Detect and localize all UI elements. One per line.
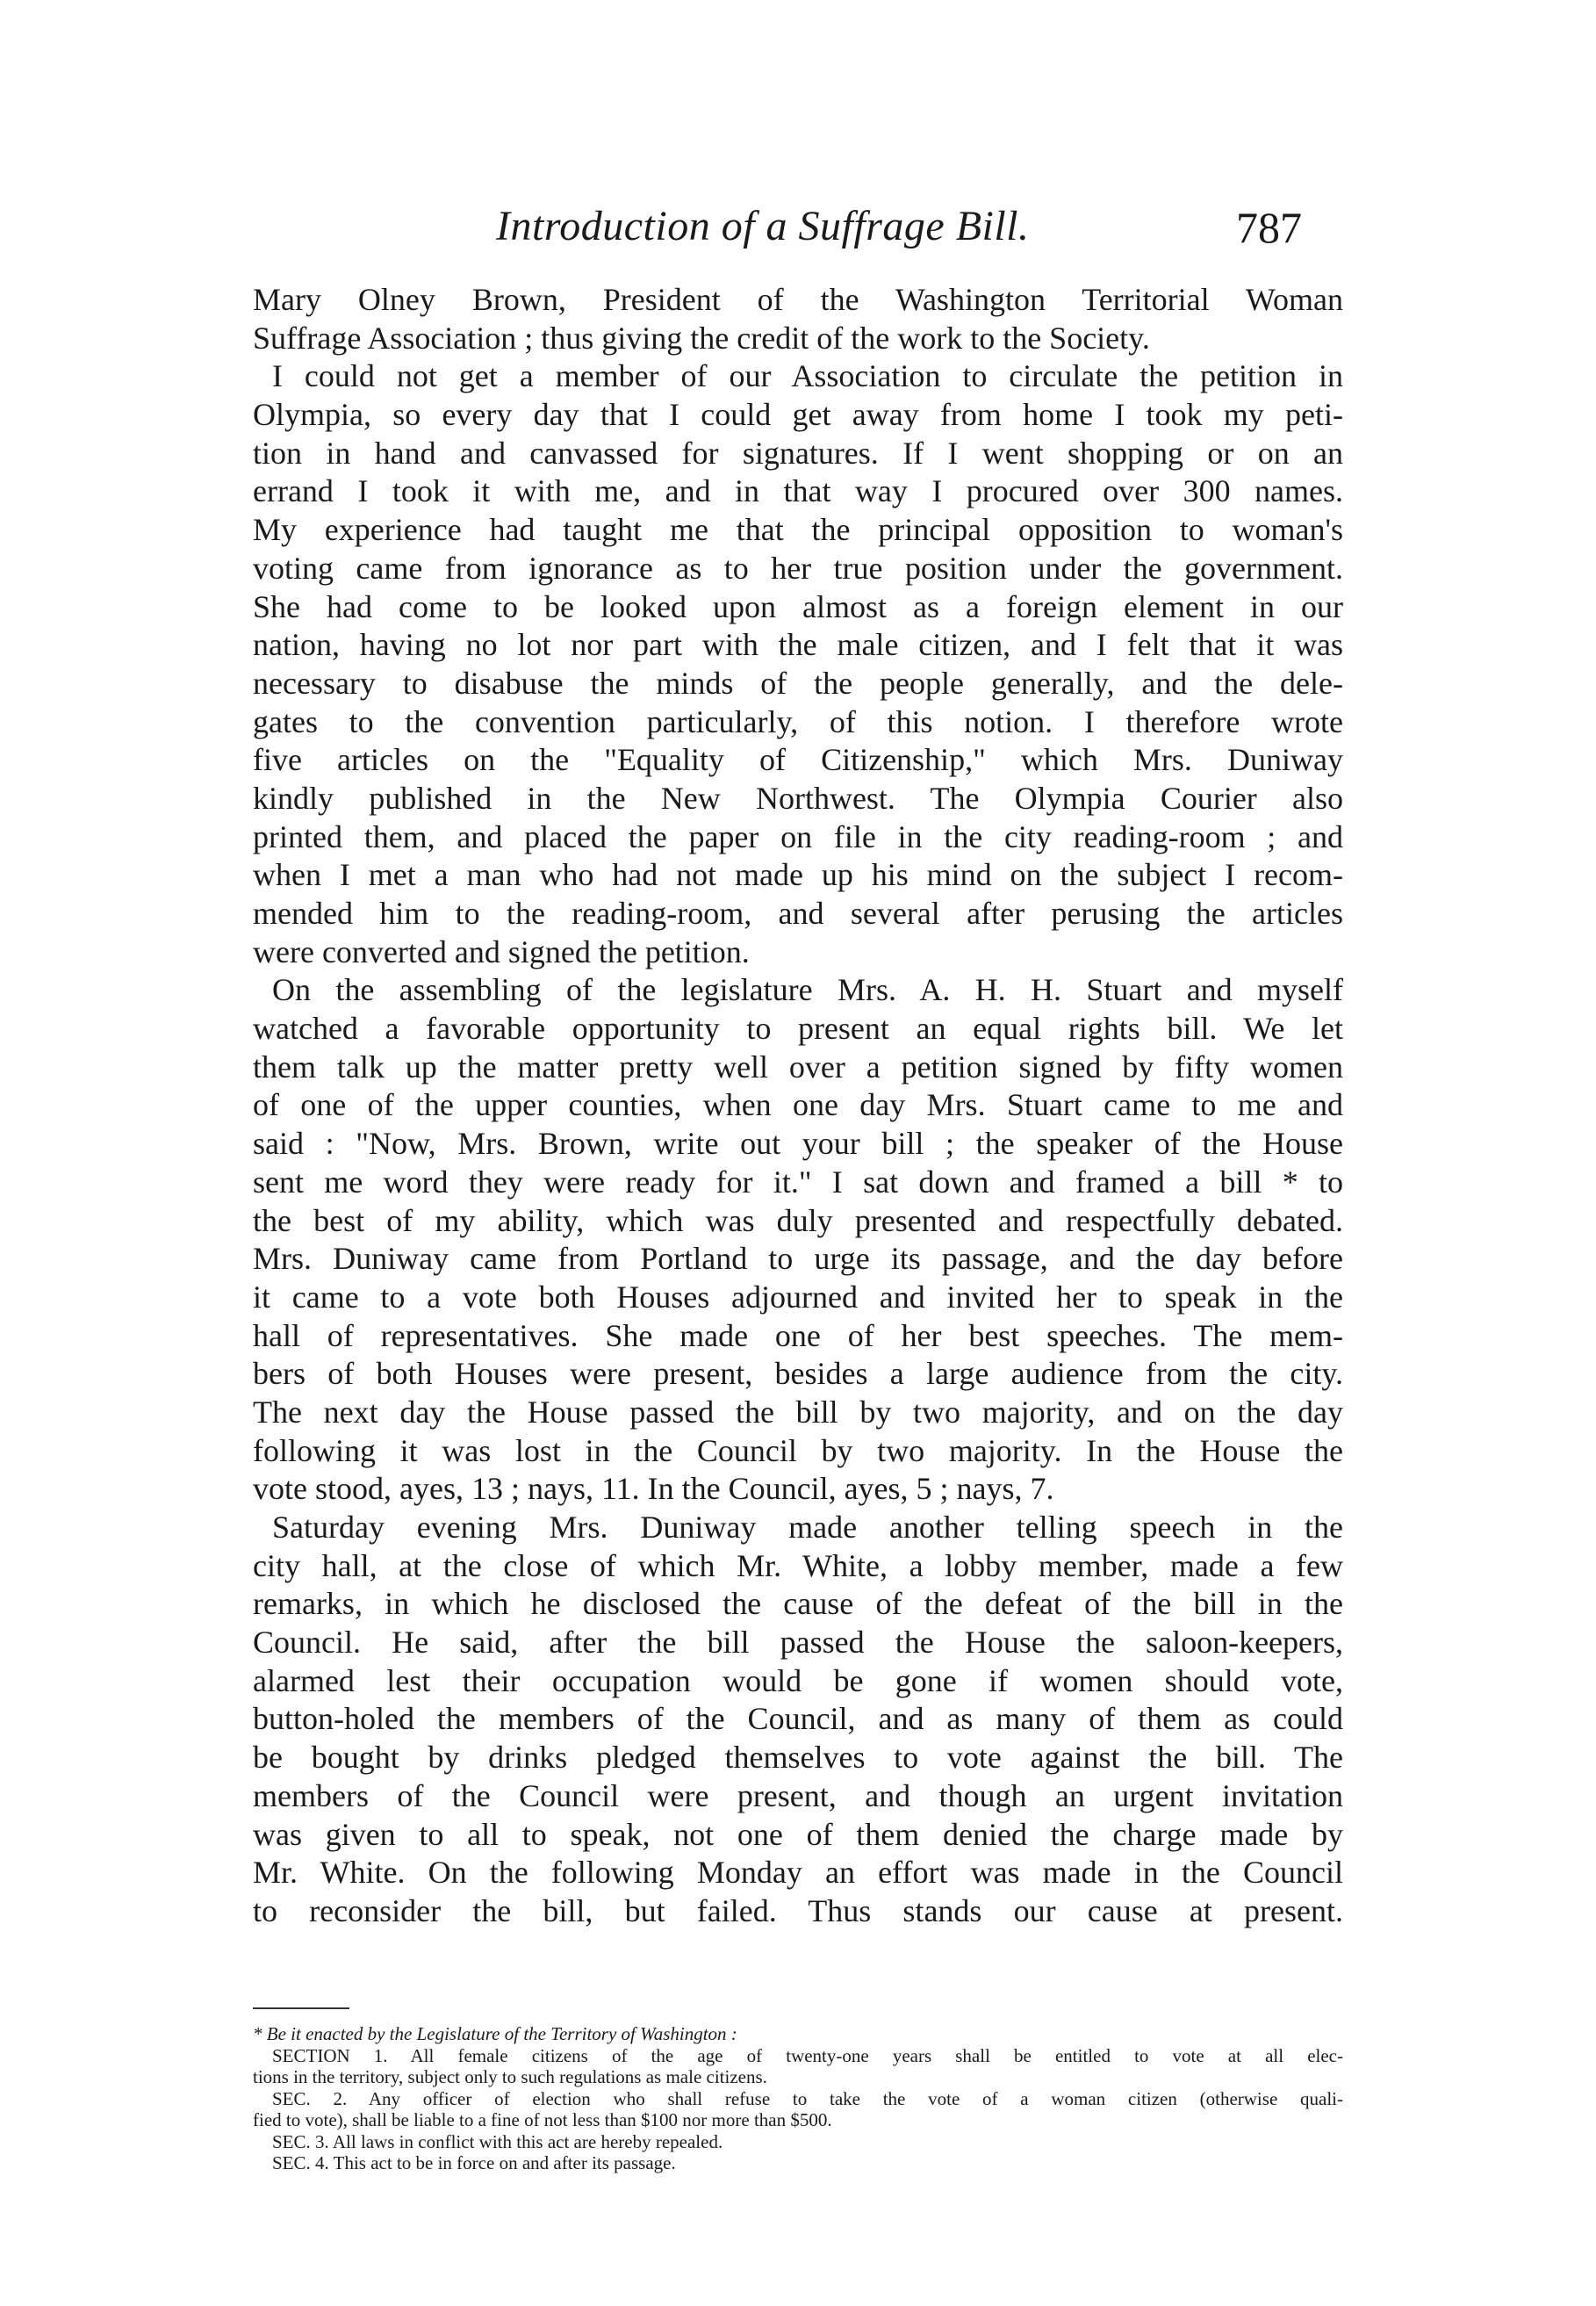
text-line: members of the Council were present, and though an urgent invitation bbox=[253, 1777, 1343, 1813]
text-line: Mrs. Duniway came from Portland to urge its passage, and the day before bbox=[253, 1241, 1343, 1277]
running-title: Introduction of a Suffrage Bill. bbox=[496, 203, 1030, 249]
footnote-line: SEC. 3. All laws in conflict with this act are hereby repealed. bbox=[272, 2130, 723, 2152]
footnote-line: tions in the territory, subject only to such regulations as male citizens. bbox=[253, 2066, 767, 2087]
text-line: to reconsider the bill, but failed. Thus stands our cause at present. bbox=[253, 1892, 1343, 1928]
text-line: bers of both Houses were present, besides a large audience from the city. bbox=[253, 1356, 1343, 1392]
footnote-line: SEC. 4. This act to be in force on and after its passage. bbox=[272, 2152, 676, 2173]
text-line: Olympia, so every day that I could get away from home I took my peti- bbox=[253, 397, 1343, 433]
text-line: Mr. White. On the following Monday an effort was made in the Council bbox=[253, 1855, 1343, 1891]
text-line: button-holed the members of the Council, and as many of them as could bbox=[253, 1701, 1343, 1737]
text-line: were converted and signed the petition. bbox=[253, 933, 750, 969]
footnote-line: fied to vote), shall be liable to a fine of not less than $100 nor more than $500. bbox=[253, 2109, 832, 2130]
text-line: Mary Olney Brown, President of the Washington Territorial Woman bbox=[253, 282, 1343, 317]
footnotes bbox=[253, 2023, 1343, 2174]
text-line: following it was lost in the Council by two majority. In the House the bbox=[253, 1432, 1343, 1468]
text-line: tion in hand and canvassed for signatures. If I went shopping or on an bbox=[253, 435, 1343, 471]
footnote-rule bbox=[253, 2007, 349, 2009]
text-line: sent me word they were ready for it." I sat down and framed a bill * to bbox=[253, 1164, 1343, 1200]
text-line: it came to a vote both Houses adjourned and invited her to speak in the bbox=[253, 1279, 1343, 1315]
text-line: five articles on the "Equality of Citizenship," which Mrs. Duniway bbox=[253, 742, 1343, 778]
text-line: kindly published in the New Northwest. The Olympia Courier also bbox=[253, 780, 1343, 816]
text-line: be bought by drinks pledged themselves to vote against the bill. The bbox=[253, 1740, 1343, 1776]
text-line: city hall, at the close of which Mr. White, a lobby member, made a few bbox=[253, 1547, 1343, 1583]
running-head bbox=[0, 184, 1596, 255]
body-text bbox=[253, 281, 1343, 1931]
text-line: was given to all to speak, not one of them denied the charge made by bbox=[253, 1816, 1343, 1852]
text-line: errand I took it with me, and in that way I procured over 300 names. bbox=[253, 473, 1343, 509]
text-line: alarmed lest their occupation would be gone if women should vote, bbox=[253, 1662, 1343, 1698]
text-line: gates to the convention particularly, of this notion. I therefore wrote bbox=[253, 703, 1343, 739]
text-line: necessary to disabuse the minds of the people generally, and the dele- bbox=[253, 665, 1343, 701]
page-number: 787 bbox=[1236, 203, 1302, 252]
text-line: I could not get a member of our Association to circulate the petition in bbox=[272, 358, 1343, 394]
footnote-line: * Be it enacted by the Legislature of the Territory of Washington : bbox=[253, 2023, 737, 2044]
text-line: Suffrage Association ; thus giving the credit of the work to the Society. bbox=[253, 320, 1150, 356]
text-line: vote stood, ayes, 13 ; nays, 11. In the Council, ayes, 5 ; nays, 7. bbox=[253, 1471, 1054, 1507]
text-line: mended him to the reading-room, and several after perusing the articles bbox=[253, 896, 1343, 931]
footnote-line: SEC. 2. Any officer of election who shall refuse to take the vote of a woman citizen (otherwise quali- bbox=[272, 2087, 1343, 2109]
text-line: printed them, and placed the paper on file in the city reading-room ; and bbox=[253, 818, 1343, 854]
text-line: the best of my ability, which was duly presented and respectfully debated. bbox=[253, 1202, 1343, 1238]
footnote-line: SECTION 1. All female citizens of the age of twenty-one years shall be entitled to vote at all elec- bbox=[272, 2044, 1343, 2066]
text-line: Saturday evening Mrs. Duniway made another telling speech in the bbox=[272, 1510, 1343, 1545]
text-line: voting came from ignorance as to her true position under the government. bbox=[253, 550, 1343, 586]
text-line: said : "Now, Mrs. Brown, write out your bill ; the speaker of the House bbox=[253, 1126, 1343, 1162]
text-line: nation, having no lot nor part with the male citizen, and I felt that it was bbox=[253, 627, 1343, 663]
text-line: when I met a man who had not made up his mind on the subject I recom- bbox=[253, 857, 1343, 893]
text-line: She had come to be looked upon almost as a foreign element in our bbox=[253, 588, 1343, 624]
text-line: remarks, in which he disclosed the cause of the defeat of the bill in the bbox=[253, 1586, 1343, 1622]
text-line: On the assembling of the legislature Mrs. A. H. H. Stuart and myself bbox=[272, 972, 1343, 1008]
text-line: The next day the House passed the bill by two majority, and on the day bbox=[253, 1394, 1343, 1430]
text-line: My experience had taught me that the principal opposition to woman's bbox=[253, 512, 1343, 548]
text-line: them talk up the matter pretty well over a petition signed by fifty women bbox=[253, 1049, 1343, 1085]
text-line: watched a favorable opportunity to present an equal rights bill. We let bbox=[253, 1011, 1343, 1047]
text-line: hall of representatives. She made one of her best speeches. The mem- bbox=[253, 1317, 1343, 1353]
text-line: of one of the upper counties, when one day Mrs. Stuart came to me and bbox=[253, 1087, 1343, 1123]
text-line: Council. He said, after the bill passed the House the saloon-keepers, bbox=[253, 1625, 1343, 1661]
